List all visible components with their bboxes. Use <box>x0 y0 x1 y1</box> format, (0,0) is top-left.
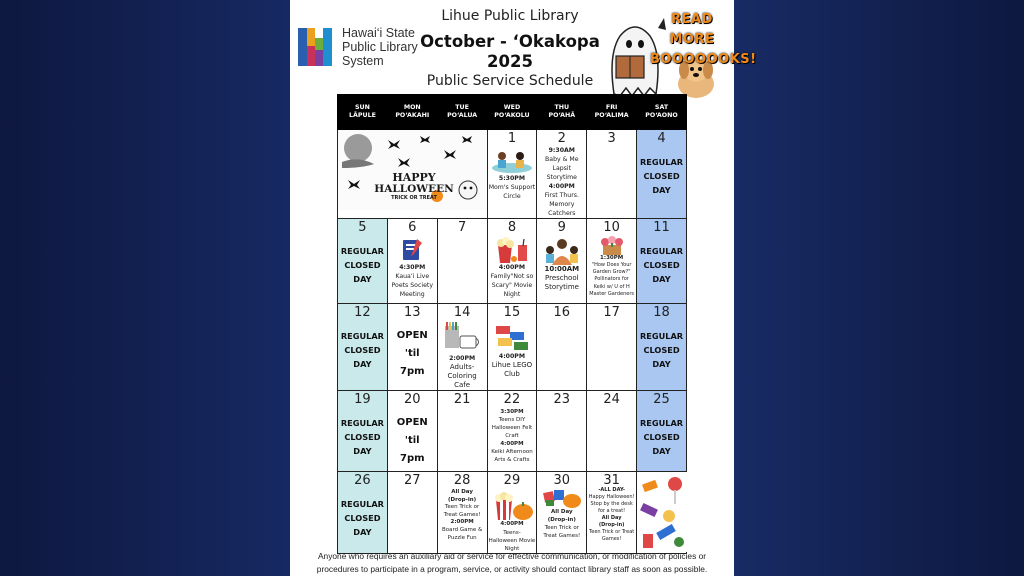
halloween-line: HAPPY <box>392 171 436 184</box>
closed-label: REGULAR CLOSED DAY <box>639 331 684 369</box>
event-note: (Drop-in) <box>598 522 625 528</box>
event-time: 4:30PM <box>399 264 426 271</box>
day-cell <box>437 219 487 304</box>
day-cell <box>487 472 537 554</box>
accessibility-notice: Anyone who requires an auxiliary aid or service for effective communication, or modification of policies or procedures to participate in a program, service, or activity should contact library staff as soon as possible. <box>316 551 708 574</box>
day-number: 12 <box>354 305 371 320</box>
day-cell <box>587 130 637 219</box>
event-title: First Thurs. Memory Catchers <box>544 192 579 217</box>
day-number: 10 <box>603 220 620 235</box>
event-time: 5:30PM <box>498 175 525 182</box>
event-time: 4:00PM <box>500 521 524 527</box>
day-cell <box>387 391 437 472</box>
day-number: 23 <box>553 392 571 407</box>
event-time: 4:00PM <box>498 264 525 271</box>
event-time: 3:30PM <box>500 409 524 415</box>
day-number: 19 <box>354 392 371 407</box>
event-time: 2:00PM <box>449 355 476 362</box>
event-time: 4:00PM <box>500 441 524 447</box>
week-row <box>338 219 687 304</box>
event-time: All Day <box>550 509 573 515</box>
halloween-line: TRICK OR TREAT <box>391 195 437 201</box>
week-row <box>338 304 687 391</box>
day-cell <box>437 391 487 472</box>
logo-line: Public Library <box>342 40 418 54</box>
event-title: Board Game & Puzzle Fun <box>441 526 483 541</box>
event-time: All Day <box>601 515 622 521</box>
day-cell-saturday <box>637 130 687 219</box>
day-number: 2 <box>557 131 566 146</box>
day-cell <box>537 472 587 554</box>
halloween-art-cell <box>338 130 488 219</box>
weekday-thu: THU PO‘AHĀ <box>537 95 587 130</box>
day-number: 7 <box>457 220 467 235</box>
day-number: 5 <box>358 220 367 235</box>
day-number: 14 <box>453 305 471 320</box>
day-cell <box>537 130 587 219</box>
day-cell-sunday <box>338 219 388 304</box>
logo-line: System <box>342 54 384 68</box>
day-cell <box>487 219 537 304</box>
hspls-logo-icon <box>298 26 338 68</box>
event-title: Lihue LEGO Club <box>491 361 533 378</box>
day-number: 4 <box>657 131 666 146</box>
weekday-header <box>338 95 687 130</box>
event-time: All Day <box>451 489 473 495</box>
closed-label: REGULAR CLOSED DAY <box>340 331 384 369</box>
week-row <box>338 391 687 472</box>
day-cell <box>587 219 637 304</box>
week-row <box>338 130 687 219</box>
day-cell <box>387 472 437 554</box>
weekday-fri: FRI PO‘ALIMA <box>587 95 637 130</box>
day-number: 31 <box>603 473 620 488</box>
event-title: Teen Trick or Treat Games! <box>589 529 635 542</box>
day-cell <box>537 304 587 391</box>
day-number: 6 <box>408 220 417 235</box>
open-late-label: OPEN 'til 7pm <box>396 330 428 377</box>
day-number: 28 <box>453 473 471 488</box>
day-number: 8 <box>507 220 517 235</box>
day-number: 17 <box>603 305 620 320</box>
day-cell-sunday <box>338 391 388 472</box>
week-row <box>338 472 687 554</box>
day-number: 29 <box>503 473 521 488</box>
day-cell-saturday <box>637 304 687 391</box>
event-title: Teens DIY Halloween Felt Craft <box>491 417 533 439</box>
event-title: Teen Trick or Treat Games! <box>543 525 581 539</box>
event-title: Mom's Support Circle <box>488 184 536 200</box>
event-time: 1:30PM <box>600 255 624 261</box>
day-number: 11 <box>653 220 670 235</box>
day-number: 22 <box>503 392 521 407</box>
day-cell-saturday <box>637 219 687 304</box>
poetry-book-icon <box>399 237 425 263</box>
closed-label: REGULAR CLOSED DAY <box>340 418 384 456</box>
event-time: -ALL DAY- <box>598 487 625 493</box>
event-title: Happy Halloween! Stop by the desk for a treat! <box>588 494 635 514</box>
day-cell <box>487 391 537 472</box>
day-number: 20 <box>403 392 421 407</box>
coloring-cafe-icon <box>442 322 482 354</box>
event-title: Adults-Coloring Cafe <box>447 363 477 389</box>
lego-bricks-icon <box>492 322 532 352</box>
event-title: Teens- Halloween Movie Night <box>488 530 536 552</box>
event-time: 9:30AM <box>548 147 575 154</box>
day-cell <box>587 304 637 391</box>
day-number: 24 <box>603 392 620 407</box>
storytime-family-icon <box>540 237 584 265</box>
halloween-games-icon <box>540 488 584 508</box>
weekday-sun: SUN LĀPULE <box>338 95 388 130</box>
day-cell <box>387 304 437 391</box>
day-cell <box>487 130 537 219</box>
halloween-text <box>372 172 456 202</box>
closed-label: REGULAR CLOSED DAY <box>639 246 684 284</box>
closed-label: REGULAR CLOSED DAY <box>340 499 384 537</box>
event-time: 2:00PM <box>450 519 474 526</box>
candy-art-cell <box>637 472 687 554</box>
day-cell <box>537 391 587 472</box>
day-cell-sunday <box>338 472 388 554</box>
schedule-subtitle: Public Service Schedule <box>426 73 594 89</box>
read-more-promo: READ MORE BOOOOOOKS! <box>650 12 757 67</box>
day-cell-sunday <box>338 304 388 391</box>
day-number: 25 <box>653 392 670 407</box>
day-number: 27 <box>403 473 421 488</box>
day-number: 1 <box>507 131 517 146</box>
day-cell <box>587 472 637 554</box>
closed-label: REGULAR CLOSED DAY <box>639 157 684 195</box>
halloween-line: HALLOWEEN <box>374 183 454 195</box>
library-name: Lihue Public Library <box>441 8 579 24</box>
weekday-wed: WED PO‘AKOLU <box>487 95 537 130</box>
day-number: 26 <box>354 473 371 488</box>
event-title: Family"Not so Scary" Movie Night <box>490 273 534 298</box>
day-cell <box>487 304 537 391</box>
logo-line: Hawai‘i State <box>342 26 415 40</box>
flowers-icon <box>595 237 629 255</box>
event-time: 4:00PM <box>548 183 575 190</box>
day-number: 9 <box>557 220 566 235</box>
candy-icon <box>637 472 687 552</box>
event-title: Baby & Me Lapsit Storytime <box>545 156 579 181</box>
day-number: 30 <box>553 473 571 488</box>
logo-text <box>342 26 418 68</box>
day-number: 13 <box>403 305 421 320</box>
open-late-label: OPEN 'til 7pm <box>396 417 428 464</box>
day-cell <box>437 472 487 554</box>
event-title: "How Does Your Garden Grow?" Pollinators for Keiki w/ U of H Master Gardeners <box>589 262 634 297</box>
day-cell <box>587 391 637 472</box>
day-cell <box>437 304 487 391</box>
weekday-mon: MON PO‘AKAHI <box>387 95 437 130</box>
closed-label: REGULAR CLOSED DAY <box>340 246 384 284</box>
event-title: Kaua‘i Live Poets Society Meeting <box>391 273 433 298</box>
day-number: 16 <box>553 305 571 320</box>
event-time: 10:00AM <box>544 265 580 273</box>
calendar-grid <box>337 94 687 554</box>
support-circle-icon <box>490 148 534 174</box>
event-title: Preschool Storytime <box>544 274 579 291</box>
day-cell-saturday <box>637 391 687 472</box>
event-time: 4:00PM <box>498 353 525 360</box>
weekday-tue: TUE PO‘ALUA <box>437 95 487 130</box>
day-cell <box>387 219 437 304</box>
event-note: (Drop-in) <box>448 496 477 503</box>
closed-label: REGULAR CLOSED DAY <box>639 418 684 456</box>
event-note: (Drop-in) <box>547 517 576 523</box>
event-title: Teen Trick or Treat Games! <box>443 504 481 518</box>
month-title: October - ‘Okakopa <box>420 32 600 51</box>
year-title: 2025 <box>487 52 533 71</box>
library-logo <box>298 26 423 70</box>
day-cell <box>537 219 587 304</box>
calendar-flyer <box>290 0 757 576</box>
popcorn-pumpkin-icon <box>490 490 534 520</box>
day-number: 18 <box>653 305 670 320</box>
popcorn-movie-icon <box>490 237 534 263</box>
day-number: 3 <box>607 131 616 146</box>
day-number: 21 <box>453 392 471 407</box>
event-title: Keiki Afternoon Arts & Crafts <box>491 449 533 463</box>
weekday-sat: SAT PO‘AONO <box>637 95 687 130</box>
day-number: 15 <box>503 305 521 320</box>
